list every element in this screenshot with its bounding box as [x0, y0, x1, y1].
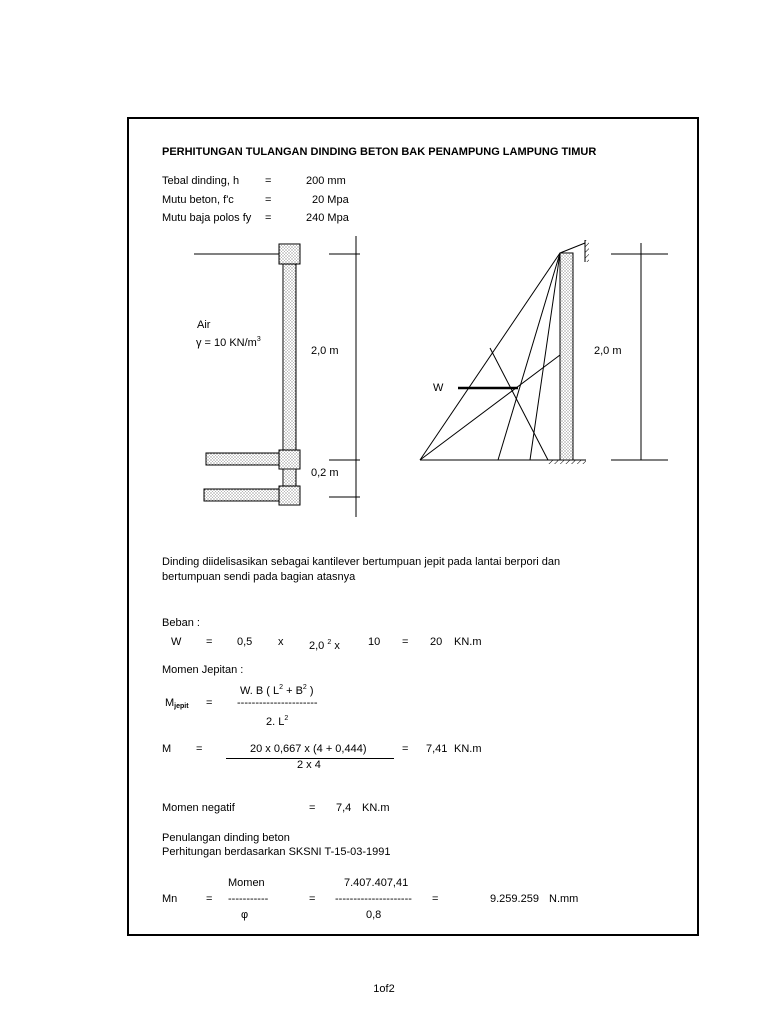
beban-b: [309, 636, 340, 653]
cantilever-wall: [560, 253, 573, 460]
wall-body: [283, 264, 296, 450]
penulangan-line: Perhitungan berdasarkan SKSNI T-15-03-1991: [162, 846, 391, 858]
gamma-label: [196, 333, 261, 350]
beban-times: x: [278, 636, 284, 648]
beban-b-exponent: 2: [327, 639, 332, 646]
left-height-label: 2,0 m: [311, 345, 339, 357]
description-line: bertumpuan sendi pada bagian atasnya: [162, 571, 356, 583]
m-subscript: jepit: [174, 703, 189, 710]
numerator-exp: 2: [302, 684, 307, 691]
right-wall-diagram: [420, 240, 668, 464]
beban-eq: =: [402, 636, 409, 648]
param-value: 240 Mpa: [306, 212, 349, 224]
param-label: Mutu beton, f'c: [162, 194, 234, 206]
denominator-exp: 2: [284, 715, 289, 722]
numerator-part: W. B ( L: [240, 685, 280, 697]
mn-result: 9.259.259: [490, 893, 539, 905]
w-force-label: W: [433, 382, 444, 394]
beban-times: x: [334, 640, 340, 652]
floor-slab-upper: [206, 453, 279, 465]
m-result: 7,41: [426, 743, 448, 755]
mn-eq: =: [432, 893, 439, 905]
param-label: Tebal dinding, h: [162, 175, 240, 187]
mn-phi: φ: [241, 909, 249, 921]
wall-top-block: [279, 244, 300, 264]
param-eq: =: [265, 212, 272, 224]
gamma-exponent: 3: [256, 336, 261, 343]
mn-label: Mn: [162, 893, 178, 905]
numerator-exp: 2: [279, 684, 284, 691]
formula-dashes: ----------------------: [237, 697, 318, 709]
denominator-part: 2. L: [266, 716, 285, 728]
floor-slab-lower: [204, 489, 279, 501]
param-value: 20 Mpa: [312, 194, 349, 206]
wall-lower-stub: [283, 469, 296, 486]
formula-denominator: [266, 712, 288, 729]
beban-eq: =: [206, 636, 213, 648]
m-symbol: M: [165, 697, 175, 709]
formula-eq: =: [206, 697, 213, 709]
fixed-support-hatch: [548, 460, 586, 464]
beban-result: 20: [430, 636, 443, 648]
momen-negatif-value: 7,4: [336, 802, 352, 814]
mn-dash1: -----------: [228, 893, 269, 905]
right-height-label: 2,0 m: [594, 345, 622, 357]
beban-b-value: 2,0: [309, 640, 325, 652]
param-value: 200 mm: [306, 175, 346, 187]
param-label: Mutu baja polos fy: [162, 212, 252, 224]
m-symbol: M: [162, 743, 172, 755]
m-denominator: 2 x 4: [297, 759, 321, 771]
beban-a: 0,5: [237, 636, 253, 648]
gamma-text: γ = 10 KN/m: [196, 337, 257, 349]
m-unit: KN.m: [454, 743, 482, 755]
pin-support-line: [560, 243, 585, 253]
beban-w: W: [171, 636, 182, 648]
mn-eq: =: [309, 893, 316, 905]
momen-negatif-label: Momen negatif: [162, 802, 235, 814]
numerator-part: ): [306, 685, 314, 697]
page-number: 1of2: [373, 983, 395, 995]
momen-negatif-unit: KN.m: [362, 802, 390, 814]
m-eq: =: [196, 743, 203, 755]
numerator-part: + B: [283, 685, 303, 697]
mn-eq: =: [206, 893, 213, 905]
param-eq: =: [265, 194, 272, 206]
pin-support-hatch: [585, 240, 589, 262]
mn-top2: 7.407.407,41: [344, 877, 409, 889]
momen-jepitan-heading: Momen Jepitan :: [162, 664, 244, 676]
m-eq: =: [402, 743, 409, 755]
mn-bottom2: 0,8: [366, 909, 382, 921]
mn-dash2: ---------------------: [335, 893, 412, 905]
beban-c: 10: [368, 636, 381, 648]
left-small-label: 0,2 m: [311, 467, 339, 479]
param-eq: =: [265, 175, 272, 187]
document-title: PERHITUNGAN TULANGAN DINDING BETON BAK PENAMPUNG LAMPUNG TIMUR: [162, 146, 597, 158]
beban-unit: KN.m: [454, 636, 482, 648]
mn-top1: Momen: [228, 877, 265, 889]
wall-bottom-block: [279, 486, 300, 505]
air-label: Air: [197, 319, 211, 331]
penulangan-line: Penulangan dinding beton: [162, 832, 290, 844]
description-line: Dinding diidelisasikan sebagai kantilever bertumpuan jepit pada lantai berpori dan: [162, 556, 561, 568]
momen-negatif-eq: =: [309, 802, 316, 814]
wall-joint-block: [279, 450, 300, 469]
mn-unit: N.mm: [549, 893, 579, 905]
load-hypotenuse: [420, 253, 560, 460]
formula-numerator: [240, 681, 314, 698]
m-jepit-label: [165, 697, 189, 713]
beban-heading: Beban :: [162, 617, 200, 629]
m-numerator: 20 x 0,667 x (4 + 0,444): [250, 743, 367, 755]
